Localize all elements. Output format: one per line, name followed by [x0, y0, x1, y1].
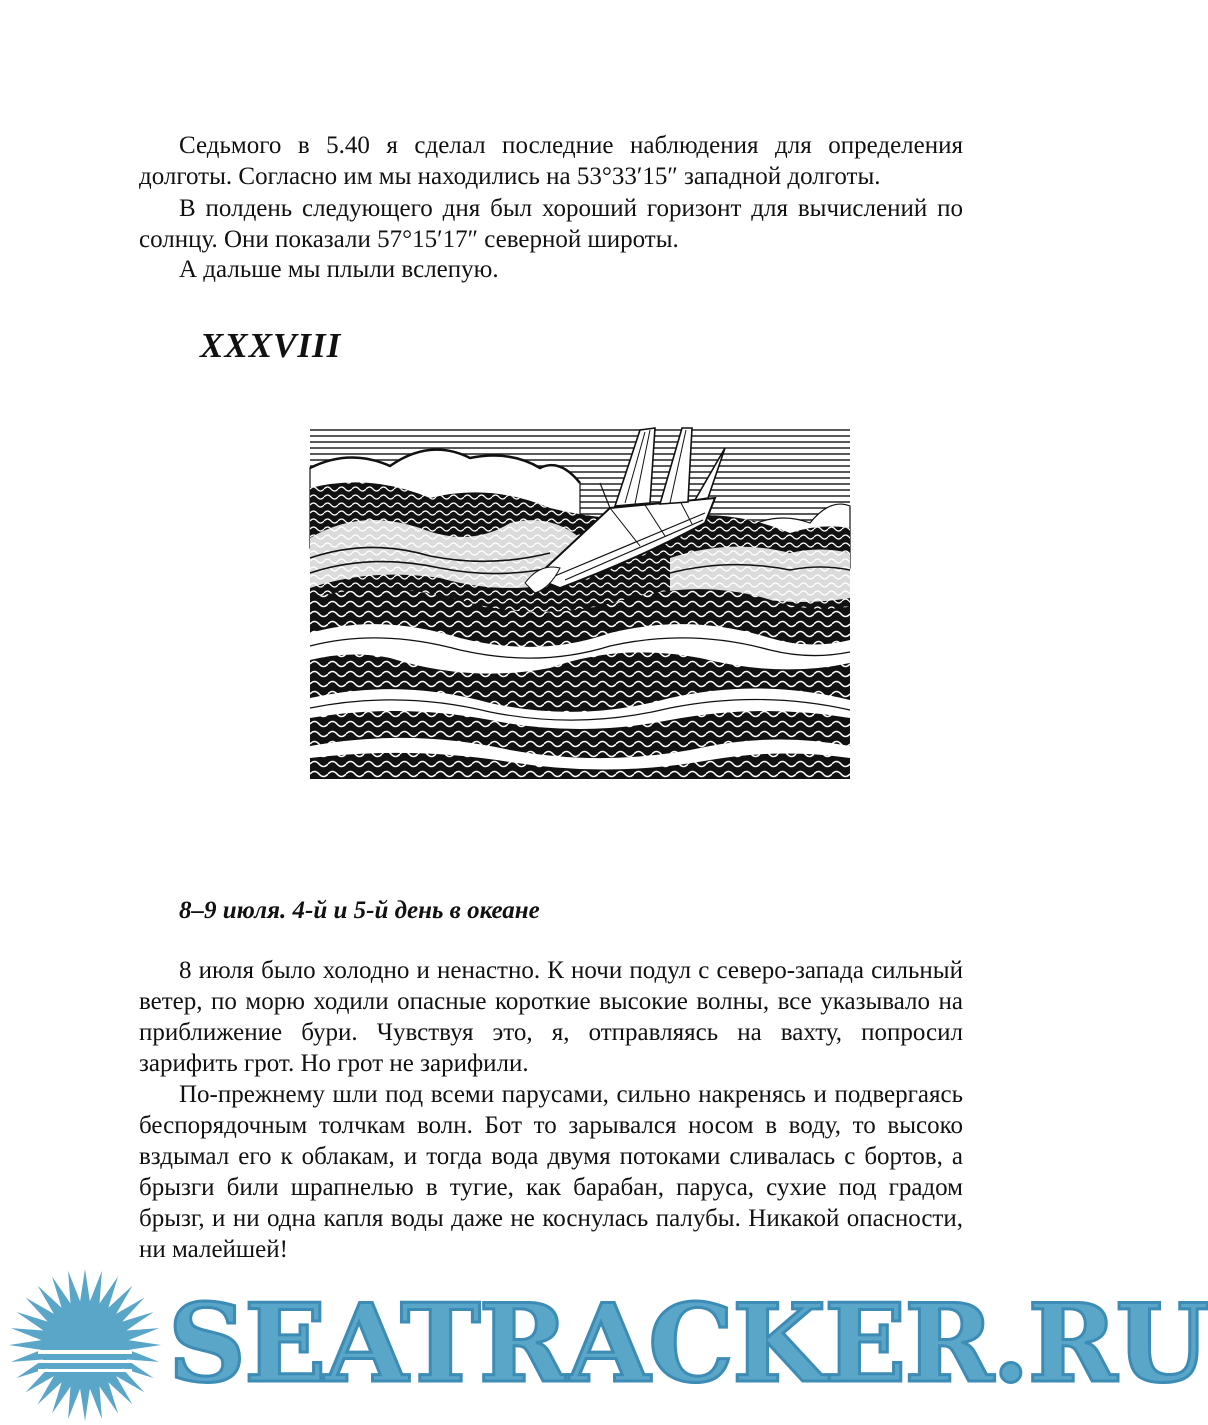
- paragraph: Седьмого в 5.40 я сделал последние наблюдения для определения долготы. Согласно им мы находились на 53°33′15″ западной долготы.: [139, 132, 963, 190]
- sun-logo-icon: [8, 1268, 163, 1423]
- paragraph: В полдень следующего дня был хороший горизонт для вычислений по солнцу. Они показали 57°15′17″ северной широты.: [139, 195, 963, 253]
- chapter-number: XXXVIII: [200, 326, 342, 365]
- watermark-text: SEATRACKER.RU: [168, 1281, 1208, 1407]
- paragraph: По-прежнему шли под всеми парусами, сильно накренясь и подвергаясь беспорядочным толчкам волн. Бот то зарывался носом в воду, то высоко вздымал его к облакам, и тогда вода двумя потоками сливалась с бортов, а брызги били шрапнелью в тугие, как барабан, паруса, сухие под градом брызг, и ни одна капля воды даже не коснулась палубы. Никакой опасности, ни малейшей!: [139, 1081, 963, 1263]
- stormy-sea-sailboat-illustration: [310, 428, 850, 779]
- paragraph: А дальше мы плыли вслепую.: [179, 256, 499, 283]
- section-heading: 8–9 июля. 4-й и 5-й день в океане: [179, 897, 540, 924]
- site-watermark: [0, 1262, 1208, 1425]
- paragraph: 8 июля было холодно и ненастно. К ночи подул с северо-запада сильный ветер, по морю ходили опасные короткие высокие волны, все указывало на приближение бури. Чувствуя это, я, отправляясь на вахту, попросил зарифить грот. Но грот не зарифили.: [139, 957, 963, 1077]
